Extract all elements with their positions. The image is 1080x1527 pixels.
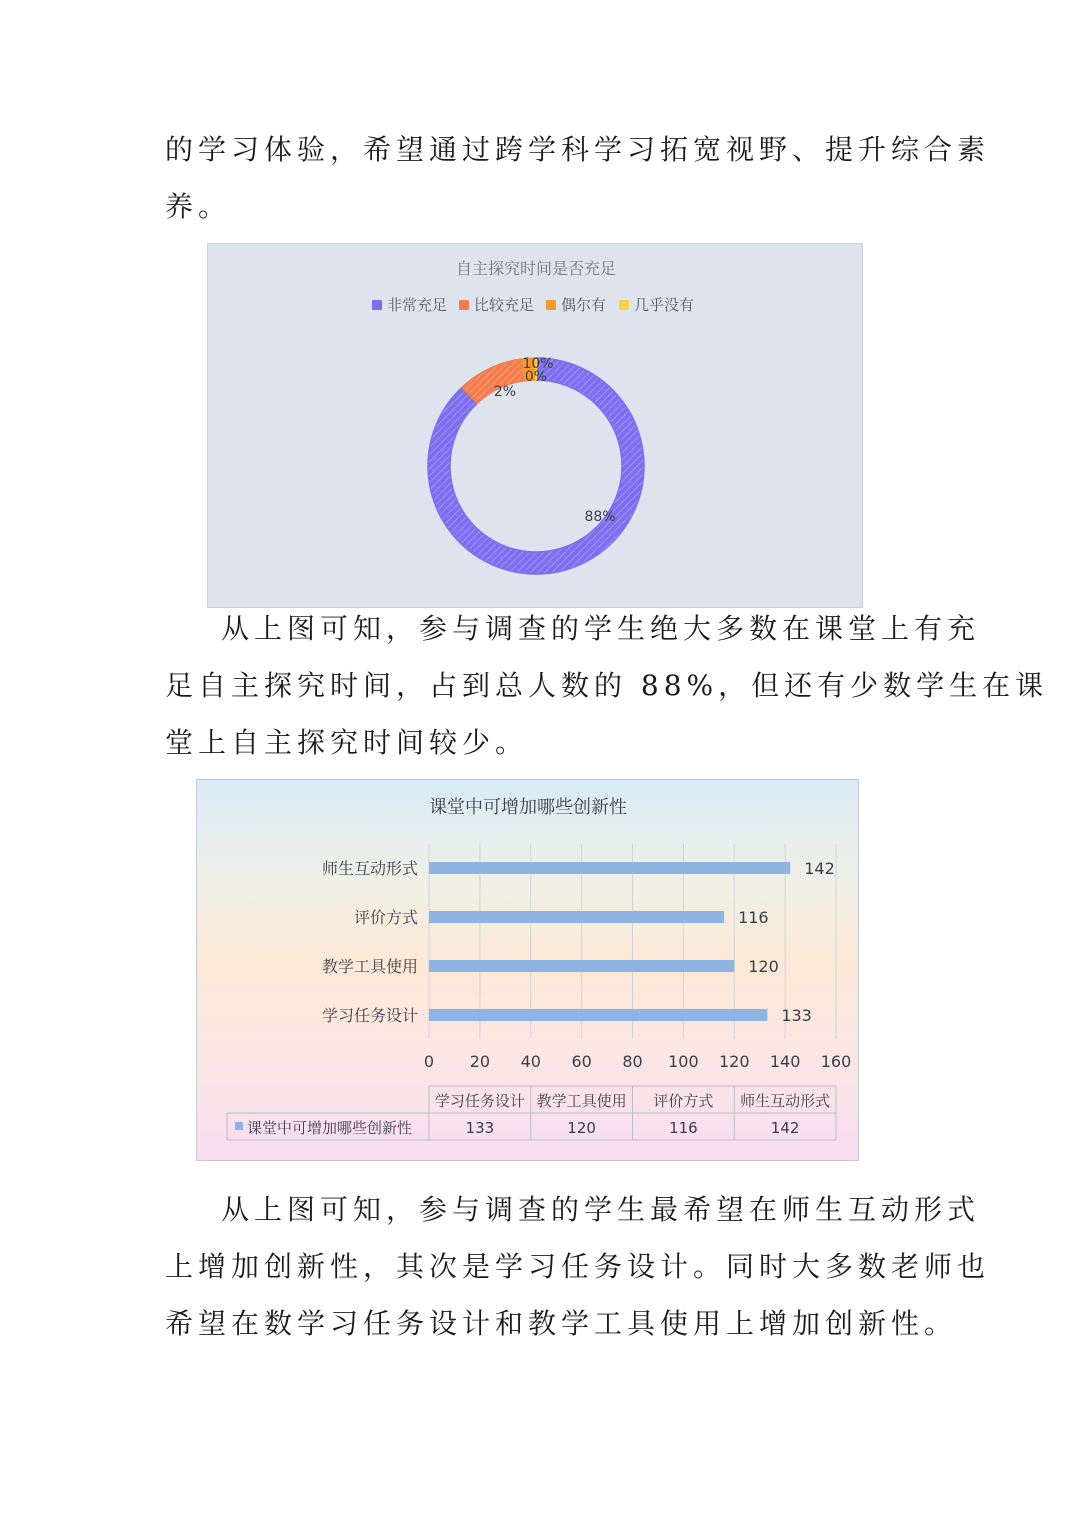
slice-label: 88% (584, 509, 616, 525)
text-line: 足自主探究时间，占到总人数的 88%，但还有少数学生在课 (165, 669, 1049, 702)
table-header: 师生互动形式 (740, 1092, 831, 1110)
paragraph-2 (165, 600, 1049, 771)
value-label: 133 (781, 1006, 812, 1025)
category-labels (322, 859, 418, 1025)
bar-chart (197, 780, 860, 1162)
legend-swatch (372, 300, 382, 310)
text-line: 从上图可知，参与调查的学生绝大多数在课堂上有充 (221, 612, 981, 645)
category-label: 学习任务设计 (321, 1006, 418, 1025)
category-label: 教学工具使用 (321, 957, 418, 976)
legend-swatch (235, 1122, 243, 1130)
bar (429, 1009, 767, 1021)
category-label: 评价方式 (353, 908, 418, 927)
bar (429, 960, 734, 972)
value-label: 120 (748, 957, 779, 976)
slice-label: 0% (524, 369, 548, 385)
text-line: 养。 (165, 190, 232, 223)
chart-title: 课堂中可增加哪些创新性 (429, 797, 627, 818)
x-tick-label: 100 (668, 1052, 699, 1071)
donut-slice (428, 358, 644, 574)
table-cell: 142 (770, 1119, 800, 1137)
table-cell: 116 (669, 1119, 698, 1137)
x-tick-label: 60 (571, 1052, 592, 1071)
table-header: 学习任务设计 (434, 1092, 525, 1110)
x-tick-labels (424, 1052, 851, 1071)
text-line: 希望在数学习任务设计和教学工具使用上增加创新性。 (165, 1307, 958, 1340)
paragraph-3 (165, 1181, 991, 1352)
x-tick-label: 140 (769, 1052, 801, 1071)
chart-legend (372, 296, 694, 314)
x-tick-label: 40 (520, 1052, 541, 1071)
text-line: 上增加创新性，其次是学习任务设计。同时大多数老师也 (165, 1250, 991, 1283)
chart-bars (429, 862, 790, 1021)
legend-swatch (619, 300, 629, 310)
paragraph-1 (165, 121, 991, 235)
x-tick-label: 20 (469, 1052, 491, 1071)
legend-label: 偶尔有 (561, 296, 607, 314)
x-tick-label: 80 (622, 1052, 643, 1071)
chart-title: 自主探究时间是否充足 (455, 259, 617, 278)
x-tick-label: 160 (820, 1052, 852, 1071)
x-tick-label: 120 (718, 1052, 750, 1071)
bar-chart-card (196, 779, 859, 1161)
table-header: 评价方式 (653, 1092, 714, 1110)
legend-label: 几乎没有 (634, 296, 695, 314)
series-name: 课堂中可增加哪些创新性 (247, 1119, 413, 1137)
category-label: 师生互动形式 (321, 859, 418, 878)
bar (429, 862, 790, 874)
data-table (227, 1086, 836, 1140)
legend-swatch (459, 300, 469, 310)
value-label: 142 (804, 859, 835, 878)
data-labels (738, 859, 835, 1025)
legend-label: 非常充足 (387, 296, 448, 314)
legend-label: 比较充足 (474, 296, 535, 314)
table-cell: 120 (567, 1119, 596, 1137)
donut-chart (208, 244, 864, 609)
table-cell: 133 (465, 1119, 495, 1137)
x-tick-label: 0 (423, 1052, 435, 1071)
bar (429, 911, 724, 923)
donut-chart-card (207, 243, 863, 608)
text-line: 堂上自主探究时间较少。 (165, 726, 529, 759)
legend-swatch (546, 300, 556, 310)
donut-slices (428, 358, 644, 574)
slice-label: 2% (493, 384, 517, 400)
text-line: 的学习体验，希望通过跨学科学习拓宽视野、提升综合素 (165, 133, 991, 166)
value-label: 116 (738, 908, 769, 927)
table-header: 教学工具使用 (536, 1092, 627, 1110)
text-line: 从上图可知，参与调查的学生最希望在师生互动形式 (221, 1193, 981, 1226)
slice-label: 10% (522, 356, 554, 372)
